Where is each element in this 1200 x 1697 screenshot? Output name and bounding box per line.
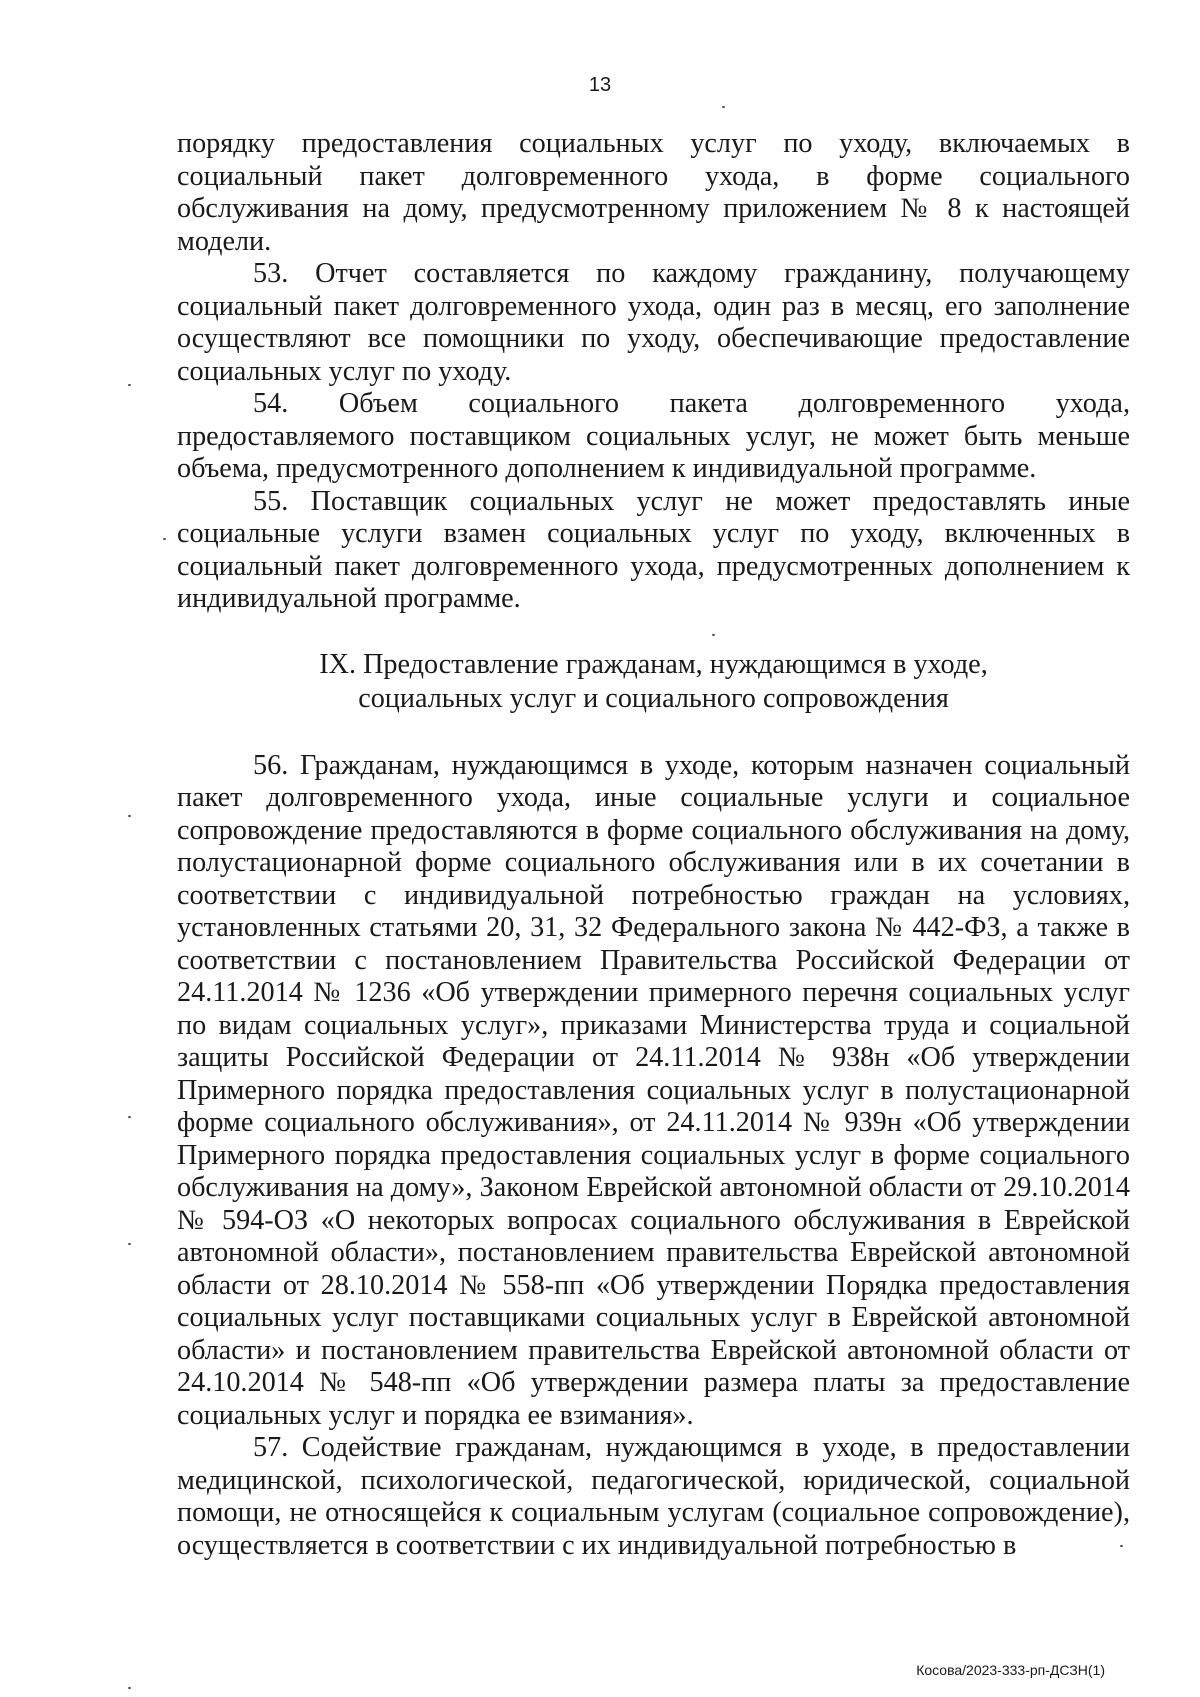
paragraph-55: 55. Поставщик социальных услуг не может предоставлять иные социальные услуги взамен социальных услуг по уходу, включенных в социальный пакет долговременного ухода, предусмотренных дополнением к индивидуальной программе. xyxy=(177,485,1130,614)
page-number: 13 xyxy=(588,74,612,96)
scan-speck xyxy=(128,1243,131,1245)
paragraph-53: 53. Отчет составляется по каждому гражданину, получающему социальный пакет долговременного ухода, один раз в месяц, его заполнение осуществляют все помощники по уходу, обеспечивающие предоставление социальных услуг по уходу. xyxy=(177,258,1130,387)
scan-speck xyxy=(128,384,131,386)
paragraph-continuation: порядку предоставления социальных услуг по уходу, включаемых в социальный пакет долговременного ухода, в форме социального обслуживания на дому, предусмотренному приложением № 8 к настоящей модели. xyxy=(177,128,1130,257)
scan-speck xyxy=(712,634,715,636)
paragraph-56: 56. Гражданам, нуждающимся в уходе, которым назначен социальный пакет долговременного ухода, иные социальные услуги и социальное сопровождение предоставляются в форме социального обслуживания на дому, полустационарной форме социального обслуживания или в их сочетании в соответствии с индивидуальной потребностью граждан на условиях, установленных статьями 20, 31, 32 Федерального закона № 442-ФЗ, а также в соответствии с постановлением Правительства Российской Федерации от 24.11.2014 № 1236 «Об утверждении примерного перечня социальных услуг по видам социальных услуг», приказами Министерства труда и социальной защиты Российской Федерации от 24.11.2014 № 938н «Об утверждении Примерного порядка предоставления социальных услуг в полустационарной форме социального обслуживания», от 24.11.2014 № 939н «Об утверждении Примерного порядка предоставления социальных услуг в форме социального обслуживания на дому», Законом Еврейской автономной области от 29.10.2014 № 594-ОЗ «О некоторых вопросах социального обслуживания в Еврейской автономной области», постановлением правительства Еврейской автономной области от 28.10.2014 № 558-пп «Об утверждении Порядка предоставления социальных услуг поставщиками социальных услуг в Еврейской автономной области» и постановлением правительства Еврейской автономной области от 24.10.2014 № 548-пп «Об утверждении размера платы за предоставление социальных услуг и порядка ее взимания». xyxy=(177,749,1130,1431)
scan-speck xyxy=(128,815,131,817)
paragraph-54: 54. Объем социального пакета долговременного ухода, предоставляемого поставщиком социальных услуг, не может быть меньше объема, предусмотренного дополнением к индивидуальной программе. xyxy=(177,388,1130,484)
document-body xyxy=(177,128,1130,1562)
section-heading xyxy=(177,648,1130,716)
scan-speck xyxy=(128,1687,131,1689)
scan-speck xyxy=(722,106,725,108)
scan-speck xyxy=(163,538,166,540)
scan-speck xyxy=(1120,1545,1123,1547)
section-heading-line-2: социальных услуг и социального сопровождения xyxy=(358,682,949,714)
section-heading-line-1: IX. Предоставление гражданам, нуждающимся в уходе, xyxy=(319,648,988,680)
paragraph-57: 57. Содействие гражданам, нуждающимся в уходе, в предоставлении медицинской, психологической, педагогической, юридической, социальной помощи, не относящейся к социальным услугам (социальное сопровождение), осуществляется в соответствии с их индивидуальной потребностью в xyxy=(177,1432,1130,1561)
scan-speck xyxy=(128,1116,131,1118)
document-footer-code: Косова/2023-333-рп-ДСЗН(1) xyxy=(916,1662,1105,1678)
